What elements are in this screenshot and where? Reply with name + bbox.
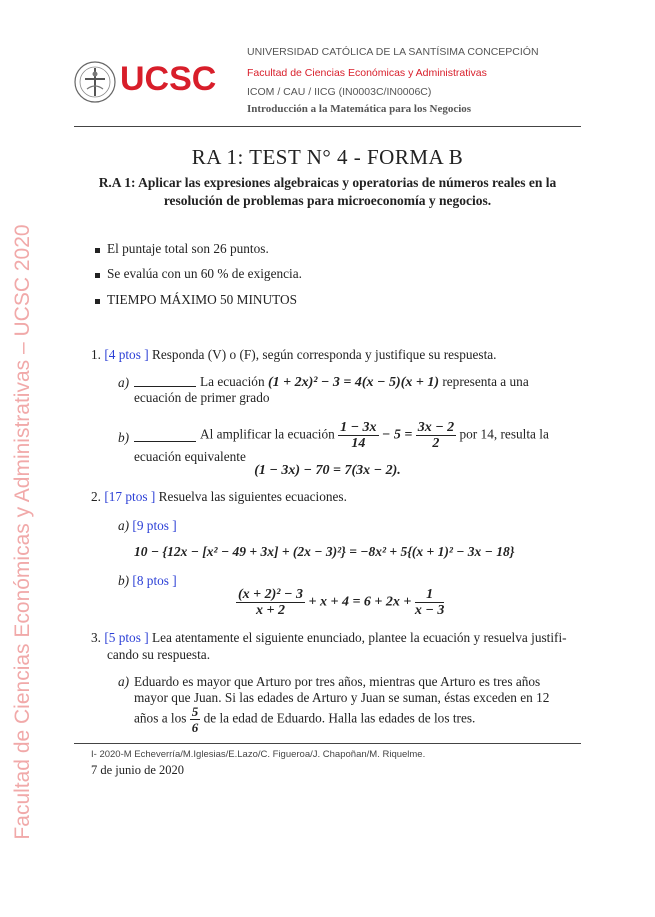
page-title: RA 1: TEST N° 4 - FORMA B — [191, 145, 464, 169]
bullet-total-points: El puntaje total son 26 puntos. — [107, 241, 269, 256]
item-label: a) — [118, 674, 130, 689]
fraction-denominator: 14 — [351, 436, 366, 451]
fraction — [415, 587, 444, 618]
item-label: a) — [118, 375, 130, 390]
q1a-text-cont: representa a una — [442, 374, 529, 389]
question-3 — [91, 630, 567, 646]
question-points: [17 ptos ] — [104, 489, 156, 504]
course-name: Introducción a la Matemática para los Negocios — [247, 103, 472, 115]
question-text: Responda (V) o (F), según corresponda y justifique su respuesta. — [151, 347, 497, 362]
q1b-equation: (1 − 3x) − 70 = 7(3x − 2). — [254, 463, 401, 478]
question-number: 3. — [91, 630, 101, 645]
answer-blank[interactable] — [134, 386, 196, 387]
fraction-numerator: (x + 2)² − 3 — [238, 587, 303, 602]
q2a-header — [118, 518, 177, 534]
fraction — [236, 587, 305, 618]
learning-outcome-line1: R.A 1: Aplicar las expresiones algebraicas y operatorias de números reales en la — [98, 175, 557, 190]
footer-date: 7 de junio de 2020 — [91, 763, 185, 777]
q3a-line3-post: de la edad de Eduardo. Halla las edades de los tres. — [203, 710, 476, 726]
question-2 — [91, 489, 347, 505]
q1b-text-end: ecuación equivalente — [134, 449, 246, 464]
q1b-text-cont: por 14, resulta la — [459, 426, 549, 442]
bullet-marker — [95, 273, 100, 278]
q2b-equation — [236, 587, 444, 618]
fraction-denominator: x − 3 — [414, 603, 445, 618]
q1b-text: Al amplificar la ecuación — [200, 426, 335, 442]
q1b-statement — [200, 420, 549, 451]
question-text: Resuelva las siguientes ecuaciones. — [158, 489, 347, 504]
question-number: 1. — [91, 347, 101, 362]
question-text-cont: cando su respuesta. — [107, 647, 211, 662]
bullet-marker — [95, 248, 100, 253]
q2a-equation: 10 − {12x − [x² − 49 + 3x] + (2x − 3)²} = −8x² + 5{(x + 1)² − 3x − 18} — [134, 544, 515, 559]
fraction-numerator: 1 − 3x — [340, 420, 377, 435]
fraction-numerator: 3x − 2 — [417, 420, 455, 435]
q1a-text: La ecuación — [200, 374, 265, 389]
fraction-numerator: 1 — [415, 587, 444, 603]
question-text: Lea atentamente el siguiente enunciado, plantee la ecuación y resuelva justifi- — [151, 630, 567, 645]
item-points: [8 ptos ] — [132, 573, 177, 588]
course-codes: ICOM / CAU / IICG (IN0003C/IN0006C) — [247, 86, 432, 98]
footer-authors: I- 2020-M Echeverría/M.Iglesias/E.Lazo/C. Figueroa/J. Chapoñan/M. Riquelme. — [91, 749, 426, 760]
ucsc-logo-text: UCSC — [120, 60, 217, 98]
question-points: [4 ptos ] — [104, 347, 149, 362]
side-watermark-text: Facultad de Ciencias Económicas y Administrativas – UCSC 2020 — [11, 224, 34, 840]
fraction — [416, 420, 456, 451]
item-label: b) — [118, 430, 130, 445]
fraction-denominator: 2 — [432, 436, 440, 451]
q2b-math-mid: + x + 4 = 6 + 2x + — [308, 594, 412, 610]
university-seal-icon — [73, 59, 117, 105]
item-label: b) — [118, 573, 130, 588]
learning-outcome-line2: resolución de problemas para microeconomía y negocios. — [163, 193, 492, 208]
fraction-numerator: 5 — [191, 704, 199, 719]
q3a-line1: Eduardo es mayor que Arturo por tres años, mientras que Arturo es tres años — [134, 674, 541, 689]
q1a-text-end: ecuación de primer grado — [134, 390, 270, 405]
fraction-denominator: x + 2 — [256, 603, 285, 618]
question-points: [5 ptos ] — [104, 630, 149, 645]
university-name: UNIVERSIDAD CATÓLICA DE LA SANTÍSIMA CONCEPCIÓN — [247, 46, 539, 58]
fraction — [338, 420, 378, 451]
bullet-marker — [95, 299, 100, 304]
q1b-math-mid: − 5 = — [381, 427, 413, 443]
answer-blank[interactable] — [134, 441, 196, 442]
q1a-math: (1 + 2x)² − 3 = 4(x − 5)(x + 1) — [267, 375, 440, 390]
q2b-header — [118, 573, 177, 589]
q3a-line2: mayor que Juan. Si las edades de Arturo y Juan se suman, éstas exceden en 12 — [134, 690, 550, 705]
fraction-denominator: 6 — [191, 720, 199, 735]
q1a-statement — [200, 374, 529, 391]
bullet-requirement: Se evalúa con un 60 % de exigencia. — [107, 266, 302, 281]
footer-rule — [74, 743, 581, 744]
faculty-name: Facultad de Ciencias Económicas y Administrativas — [247, 67, 487, 79]
q3a-line3 — [134, 704, 475, 735]
bullet-max-time: TIEMPO MÁXIMO 50 MINUTOS — [107, 292, 297, 307]
item-points: [9 ptos ] — [132, 518, 177, 533]
q3a-line3-pre: años a los — [134, 710, 187, 726]
header-rule — [74, 126, 581, 127]
item-label: a) — [118, 518, 130, 533]
question-1 — [91, 347, 497, 363]
question-number: 2. — [91, 489, 101, 504]
fraction — [190, 704, 201, 735]
learning-outcome — [74, 174, 581, 210]
